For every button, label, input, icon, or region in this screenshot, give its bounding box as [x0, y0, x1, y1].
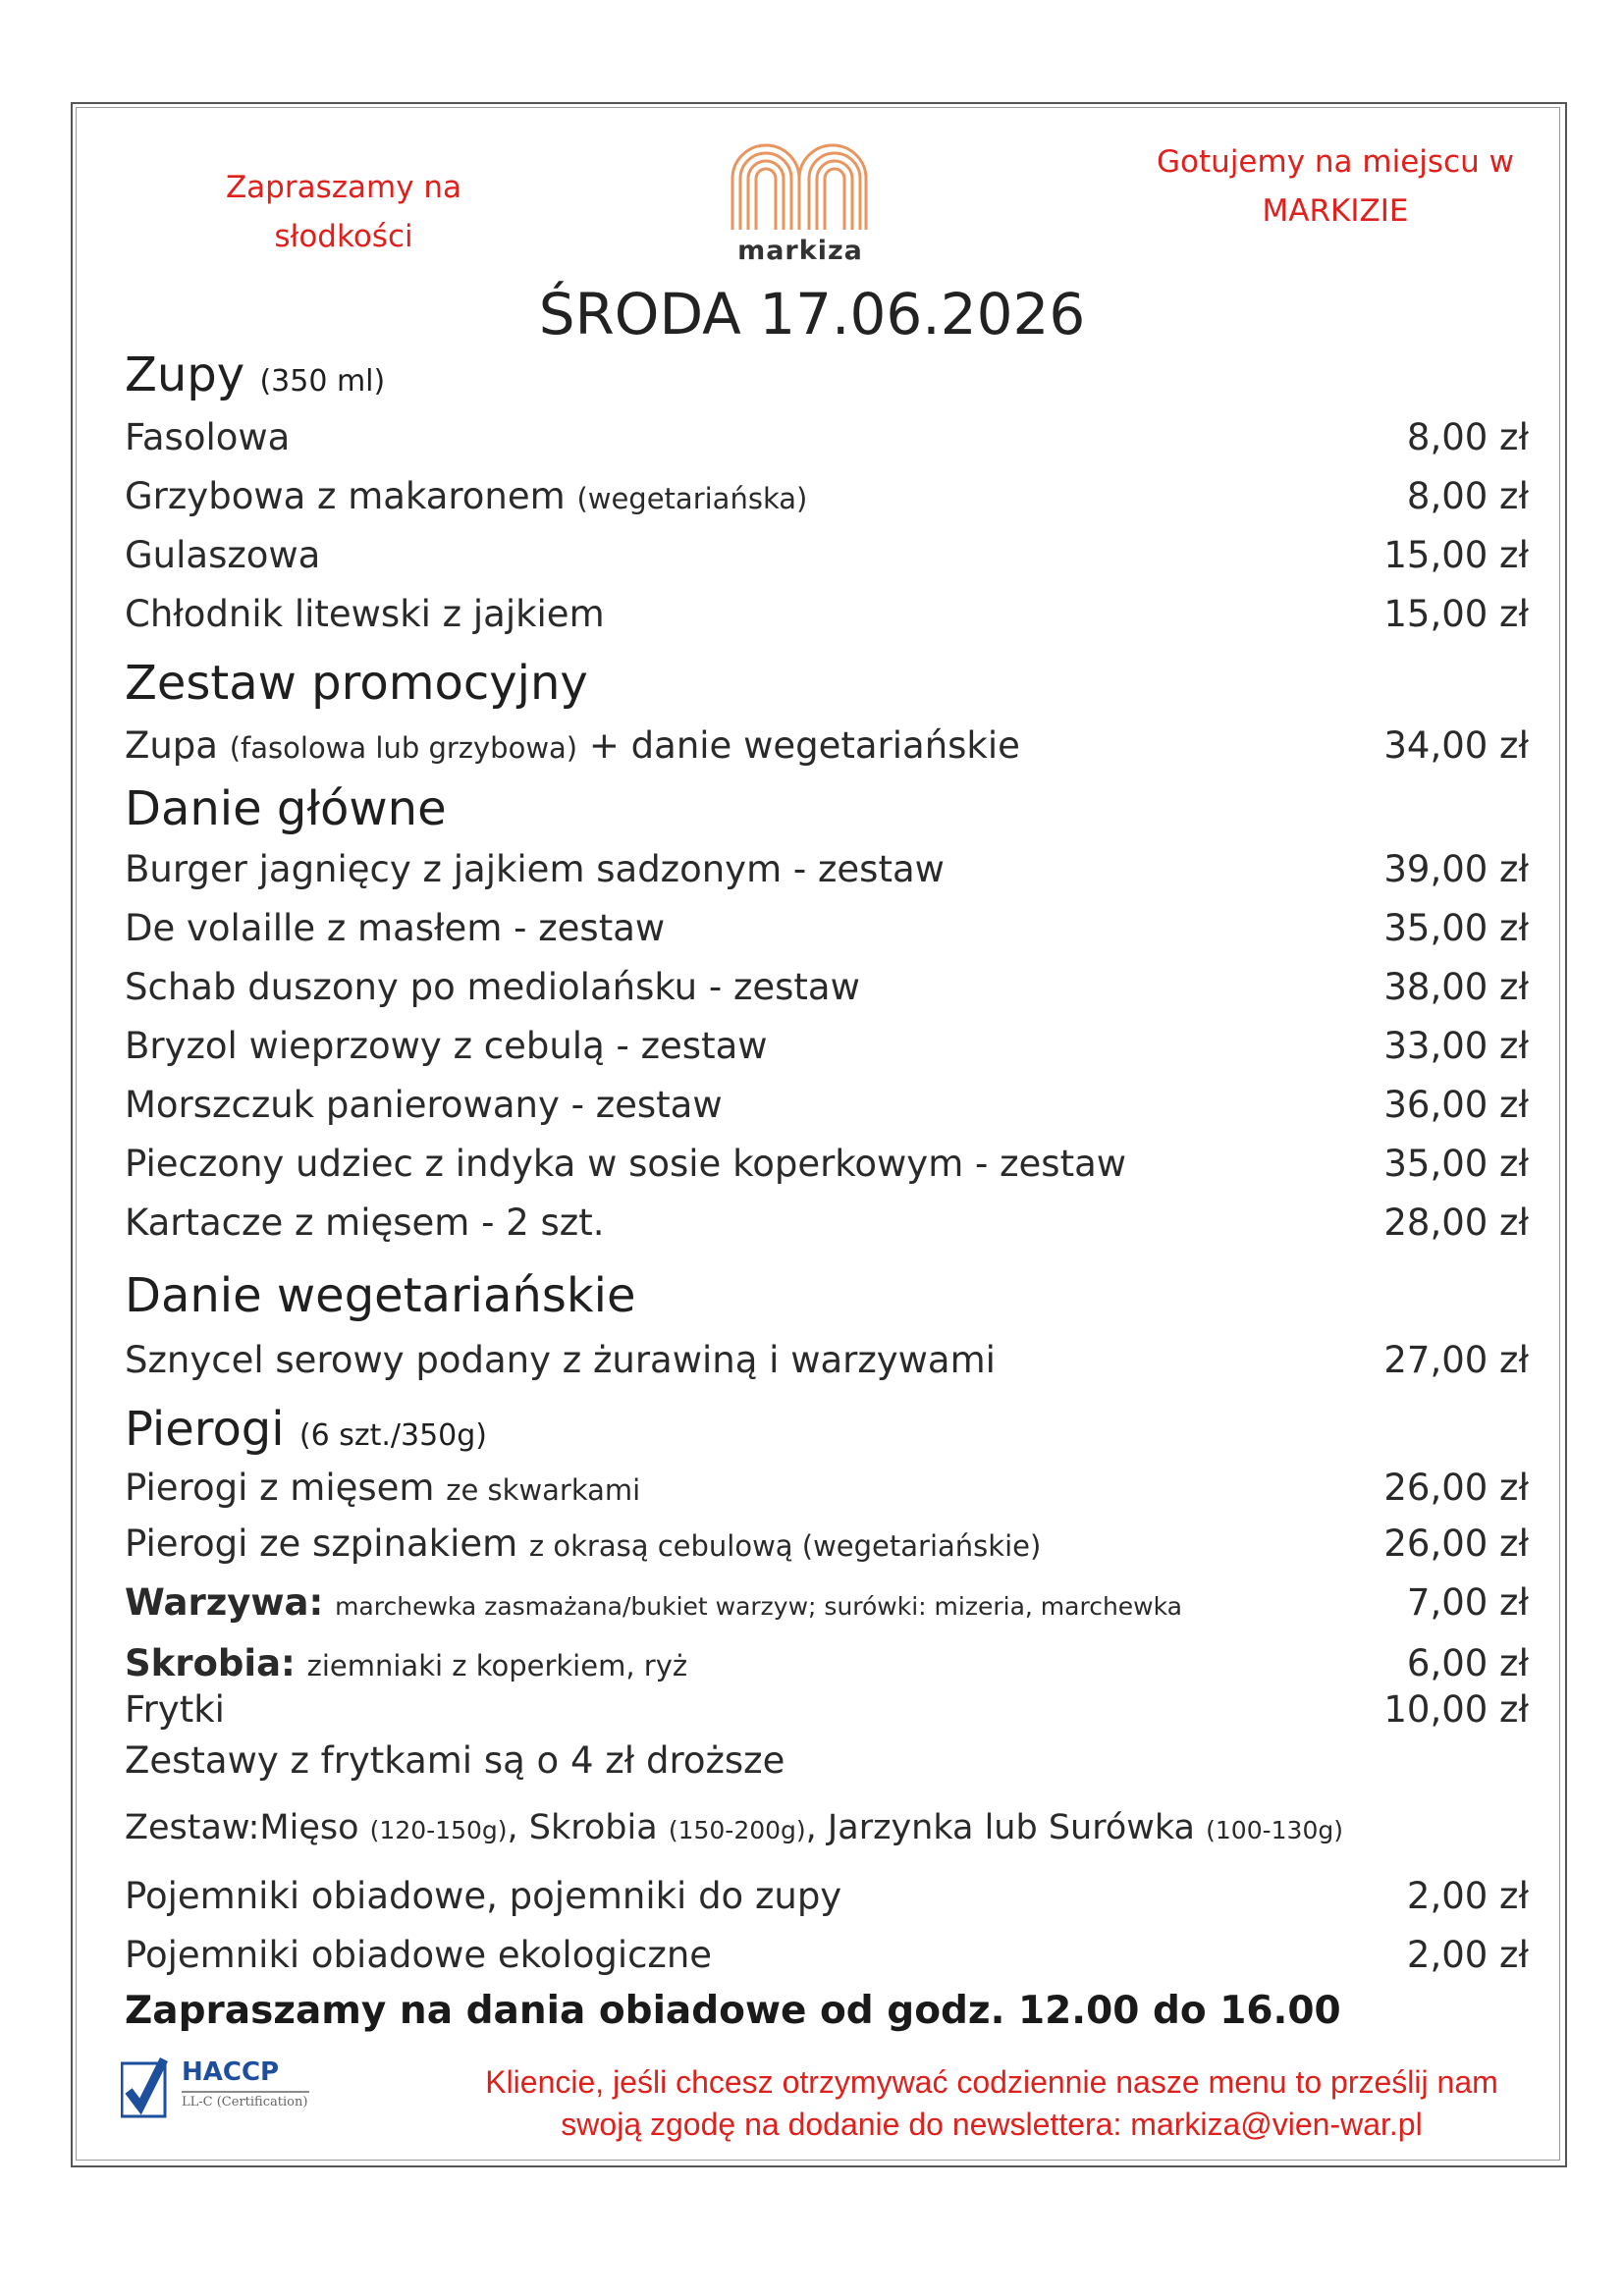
item-price: 27,00 zł	[1383, 1339, 1529, 1381]
item-price: 39,00 zł	[1383, 848, 1529, 890]
item-note: marchewka zasmażana/bukiet warzyw; surówki: mizeria, marchewka	[335, 1592, 1182, 1621]
item-name: Bryzol wieprzowy z cebulą - zestaw	[125, 1025, 768, 1067]
menu-item	[125, 534, 1529, 583]
item-price: 2,00 zł	[1406, 1934, 1529, 1976]
section-promo-title: Zestaw promocyjny	[125, 656, 588, 711]
item-note: ziemniaki z koperkiem, ryż	[306, 1649, 688, 1682]
item-label: Skrobia:	[125, 1642, 296, 1684]
section-title-text: Pierogi	[125, 1402, 285, 1457]
menu-item	[125, 848, 1529, 897]
section-note: (6 szt./350g)	[298, 1418, 487, 1453]
menu-frame-inner	[76, 107, 1560, 2161]
section-title-text: Zupy	[125, 347, 245, 402]
item-name: Fasolowa	[125, 416, 291, 458]
set-vegetable: , Jarzynka lub Surówka	[805, 1808, 1195, 1847]
item-price: 10,00 zł	[1383, 1688, 1529, 1731]
item-name: Pierogi ze szpinakiem	[125, 1522, 518, 1565]
item-name: Kartacze z mięsem - 2 szt.	[125, 1201, 605, 1244]
menu-item	[125, 966, 1529, 1015]
set-weight: (120-150g)	[369, 1816, 508, 1844]
item-name: De volaille z masłem - zestaw	[125, 907, 666, 949]
item-name: Frytki	[125, 1688, 225, 1731]
newsletter-note	[432, 2061, 1551, 2146]
newsletter-line: Kliencie, jeśli chcesz otrzymywać codziennie nasze menu to prześlij nam	[485, 2064, 1498, 2100]
set-weight: (100-130g)	[1206, 1816, 1343, 1844]
menu-item	[125, 1143, 1529, 1192]
menu-item	[125, 1875, 1529, 1924]
menu-item	[125, 1339, 1529, 1388]
section-vegetarian-title: Danie wegetariańskie	[125, 1268, 636, 1323]
menu-item	[125, 724, 1529, 774]
item-price: 8,00 zł	[1406, 416, 1529, 458]
menu-item	[125, 1025, 1529, 1074]
sweets-invite: Zapraszamy na słodkości	[225, 170, 462, 254]
item-price: 28,00 zł	[1383, 1201, 1529, 1244]
menu-item-fries	[125, 1688, 1529, 1737]
item-price: 35,00 zł	[1383, 1143, 1529, 1185]
item-price: 26,00 zł	[1383, 1522, 1529, 1565]
item-note: (wegetariańska)	[576, 482, 808, 515]
haccp-badge	[121, 2056, 347, 2126]
menu-item	[125, 1522, 1529, 1572]
section-mains-title: Danie główne	[125, 781, 447, 836]
set-weight: (150-200g)	[668, 1816, 806, 1844]
section-pierogi-title	[125, 1402, 487, 1457]
item-price: 7,00 zł	[1406, 1581, 1529, 1624]
newsletter-line: swoją zgodę na dodanie do newslettera: markiza@vien-war.pl	[561, 2107, 1423, 2142]
item-price: 26,00 zł	[1383, 1467, 1529, 1509]
item-name: Schab duszony po mediolańsku - zestaw	[125, 966, 860, 1008]
menu-item	[125, 1934, 1529, 1983]
item-name: Grzybowa z makaronem	[125, 475, 566, 517]
section-note: (350 ml)	[259, 364, 386, 399]
item-price: 35,00 zł	[1383, 907, 1529, 949]
item-price: 15,00 zł	[1383, 534, 1529, 576]
item-price: 15,00 zł	[1383, 593, 1529, 635]
menu-item	[125, 907, 1529, 956]
item-name: Pieczony udziec z indyka w sosie koperkowym - zestaw	[125, 1143, 1127, 1185]
markiza-logo-icon	[727, 133, 874, 232]
item-name: Pojemniki obiadowe, pojemniki do zupy	[125, 1875, 842, 1917]
item-price: 6,00 zł	[1406, 1642, 1529, 1684]
item-name: Chłodnik litewski z jajkiem	[125, 593, 605, 635]
item-note: ze skwarkami	[446, 1473, 641, 1507]
item-note: (fasolowa lub grzybowa)	[229, 731, 578, 765]
item-price: 38,00 zł	[1383, 966, 1529, 1008]
item-price: 2,00 zł	[1406, 1875, 1529, 1917]
haccp-subtitle: LL-C (Certification)	[182, 2095, 308, 2109]
logo-wordmark: markiza	[737, 236, 863, 266]
menu-item	[125, 1201, 1529, 1251]
item-label: Warzywa:	[125, 1581, 324, 1624]
checkmark-icon	[121, 2056, 168, 2120]
item-name: Gulaszowa	[125, 534, 321, 576]
cooking-note: Gotujemy na miejscu w MARKIZIE	[1157, 144, 1514, 229]
fries-surcharge-note: Zestawy z frytkami są o 4 zł droższe	[125, 1739, 785, 1782]
item-price: 34,00 zł	[1383, 724, 1529, 767]
item-price: 36,00 zł	[1383, 1084, 1529, 1126]
markiza-logo	[717, 133, 884, 266]
item-name: Burger jagnięcy z jajkiem sadzonym - zestaw	[125, 848, 945, 890]
menu-item	[125, 475, 1529, 524]
set-composition-note	[125, 1808, 1343, 1847]
opening-hours: Zapraszamy na dania obiadowe od godz. 12.00 do 16.00	[125, 1989, 1341, 2033]
haccp-label: HACCP	[182, 2057, 280, 2087]
menu-item	[125, 416, 1529, 465]
item-name: Zupa	[125, 724, 218, 767]
page-title: ŚRODA 17.06.2026	[538, 281, 1086, 347]
menu-item	[125, 1467, 1529, 1516]
item-price: 33,00 zł	[1383, 1025, 1529, 1067]
section-soups-title	[125, 347, 385, 402]
set-meat: Zestaw:Mięso	[125, 1808, 359, 1847]
menu-item	[125, 1084, 1529, 1133]
item-name: Sznycel serowy podany z żurawiną i warzywami	[125, 1339, 996, 1381]
menu-item-vegetables	[125, 1581, 1529, 1630]
menu-item-starch	[125, 1642, 1529, 1691]
item-note: z okrasą cebulową (wegetariańskie)	[528, 1529, 1042, 1563]
set-starch: , Skrobia	[507, 1808, 658, 1847]
haccp-divider	[182, 2091, 309, 2093]
item-price: 8,00 zł	[1406, 475, 1529, 517]
item-name-suffix: + danie wegetariańskie	[588, 724, 1020, 767]
item-name: Pierogi z mięsem	[125, 1467, 435, 1509]
item-name: Morszczuk panierowany - zestaw	[125, 1084, 723, 1126]
menu-item	[125, 593, 1529, 642]
item-name: Pojemniki obiadowe ekologiczne	[125, 1934, 713, 1976]
